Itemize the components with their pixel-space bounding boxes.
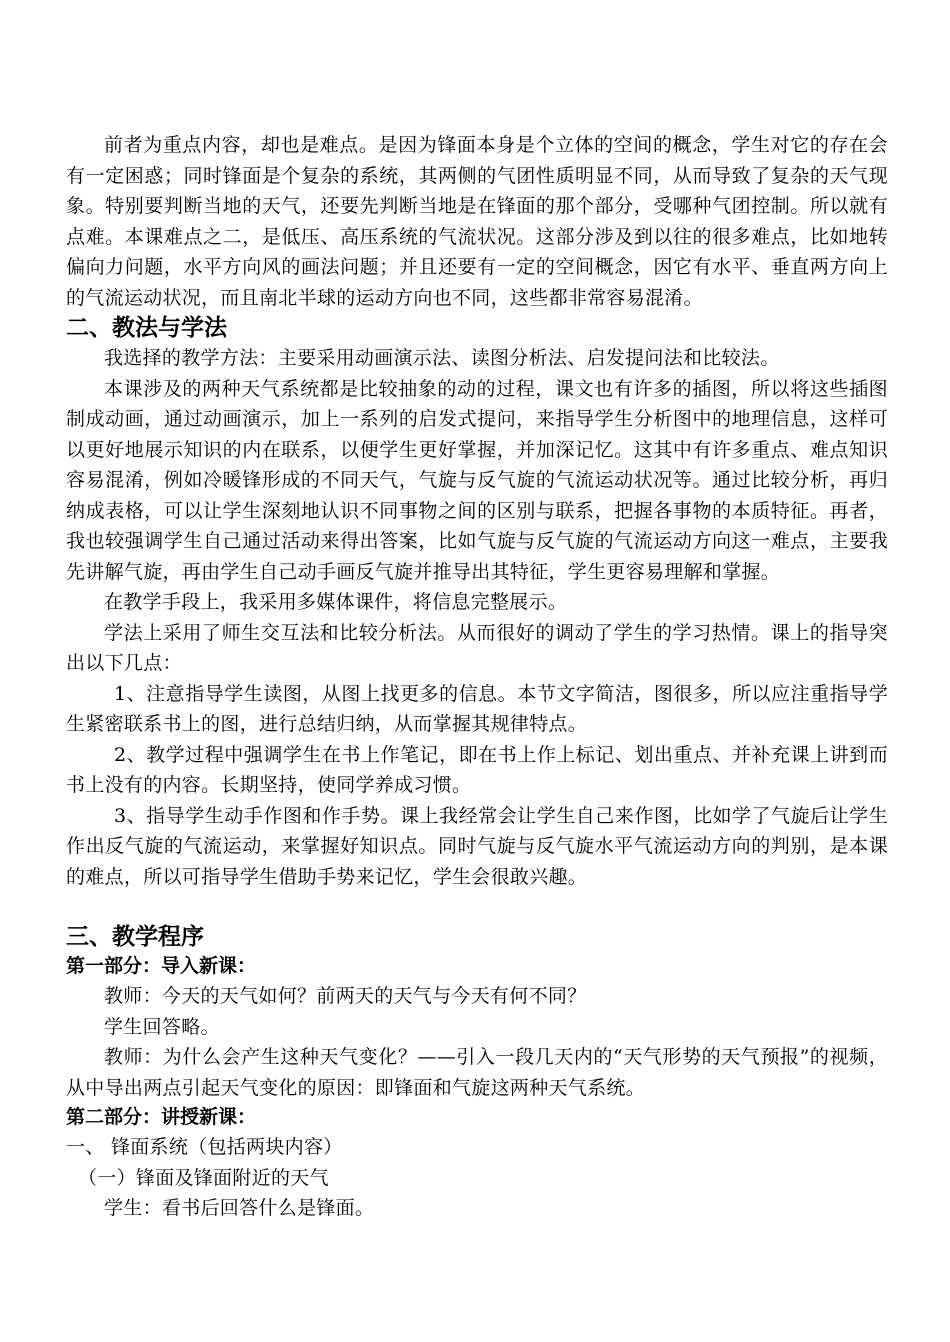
part-heading-intro: 第一部分：导入新课： [66,955,257,977]
methods-paragraph-3: 在教学手段上，我采用多媒体课件，将信息完整展示。 [104,591,568,613]
lesson-subitem-front-weather: （一）锋面及锋面附近的天气 [78,1166,329,1189]
methods-paragraph-4: 学法上采用了师生交互法和比较分析法。从而很好的调动了学生的学习热情。课上的指导突出以下几点： [66,621,888,674]
procedure-teacher-video: 教师：为什么会产生这种天气变化？——引入一段几天内的“天气形势的天气预报”的视频，从中导出两点引起天气变化的原因：即锋面和气旋这两种天气系统。 [66,1046,888,1099]
part-heading-new-lesson: 第二部分：讲授新课： [66,1106,257,1128]
lesson-student-task: 学生：看书后回答什么是锋面。 [104,1197,375,1219]
methods-paragraph-1: 我选择的教学方法：主要采用动画演示法、读图分析法、启发提问法和比较法。 [104,347,780,369]
methods-paragraph-2: 本课涉及的两种天气系统都是比较抽象的动的过程，课文也有许多的插图，所以将这些插图制成动画，通过动画演示，加上一系列的启发式提问，来指导学生分析图中的地理信息，这样可以更好地展示知识的内在联系，以便学生更好掌握，并加深记忆。这其中有许多重点、难点知识容易混淆，例如冷暖锋形成的不同天气，气旋与反气旋的气流运动状况等。通过比较分析，再归纳成表格，可以让学生深刻地认识不同事物之间的区别与联系，把握各事物的本质特征。再者，我也较强调学生自己通过活动来得出答案，比如气旋与反气旋的气流运动方向这一难点，主要我先讲解气旋，再由学生自己动手画反气旋并推导出其特征，学生更容易理解和掌握。 [66,377,888,583]
intro-paragraph: 前者为重点内容，却也是难点。是因为锋面本身是个立体的空间的概念，学生对它的存在会有一定困惑；同时锋面是个复杂的系统，其两侧的气团性质明显不同，从而导致了复杂的天气现象。特别要判断当地的天气，还要先判断当地是在锋面的那个部分，受哪种气团控制。所以就有点难。本课难点之二，是低压、高压系统的气流状况。这部分涉及到以往的很多难点，比如地转偏向力问题，水平方向风的画法问题；并且还要有一定的空间概念，因它有水平、垂直两方向上的气流运动状况，而且南北半球的运动方向也不同，这些都非常容易混淆。 [66,134,888,309]
lesson-item-front-system: 一、 锋面系统（包括两块内容） [66,1136,343,1158]
procedure-student-answer: 学生回答略。 [104,1015,220,1038]
methods-list-item-2: 2、教学过程中强调学生在书上作笔记，即在书上作上标记、划出重点、并补充课上讲到而书上没有的内容。长期坚持，使同学养成习惯。 [66,743,888,796]
document-page [66,130,888,1224]
section-heading-methods: 二、教法与学法 [66,315,227,341]
methods-list-item-3: 3、指导学生动手作图和作手势。课上我经常会让学生自己来作图，比如学了气旋后让学生作出反气旋的气流运动，来掌握好知识点。同时气旋与反气旋水平气流运动方向的判别，是本课的难点，所以可指导学生借助手势来记忆，学生会很敢兴趣。 [66,804,888,888]
procedure-teacher-question: 教师：今天的天气如何？前两天的天气与今天有何不同？ [104,985,587,1007]
methods-list-item-1: 1、注意指导学生读图，从图上找更多的信息。本节文字简洁，图很多，所以应注重指导学生紧密联系书上的图，进行总结归纳，从而掌握其规律特点。 [66,682,888,735]
section-heading-procedure: 三、教学程序 [66,924,204,950]
section-spacer [66,892,888,922]
